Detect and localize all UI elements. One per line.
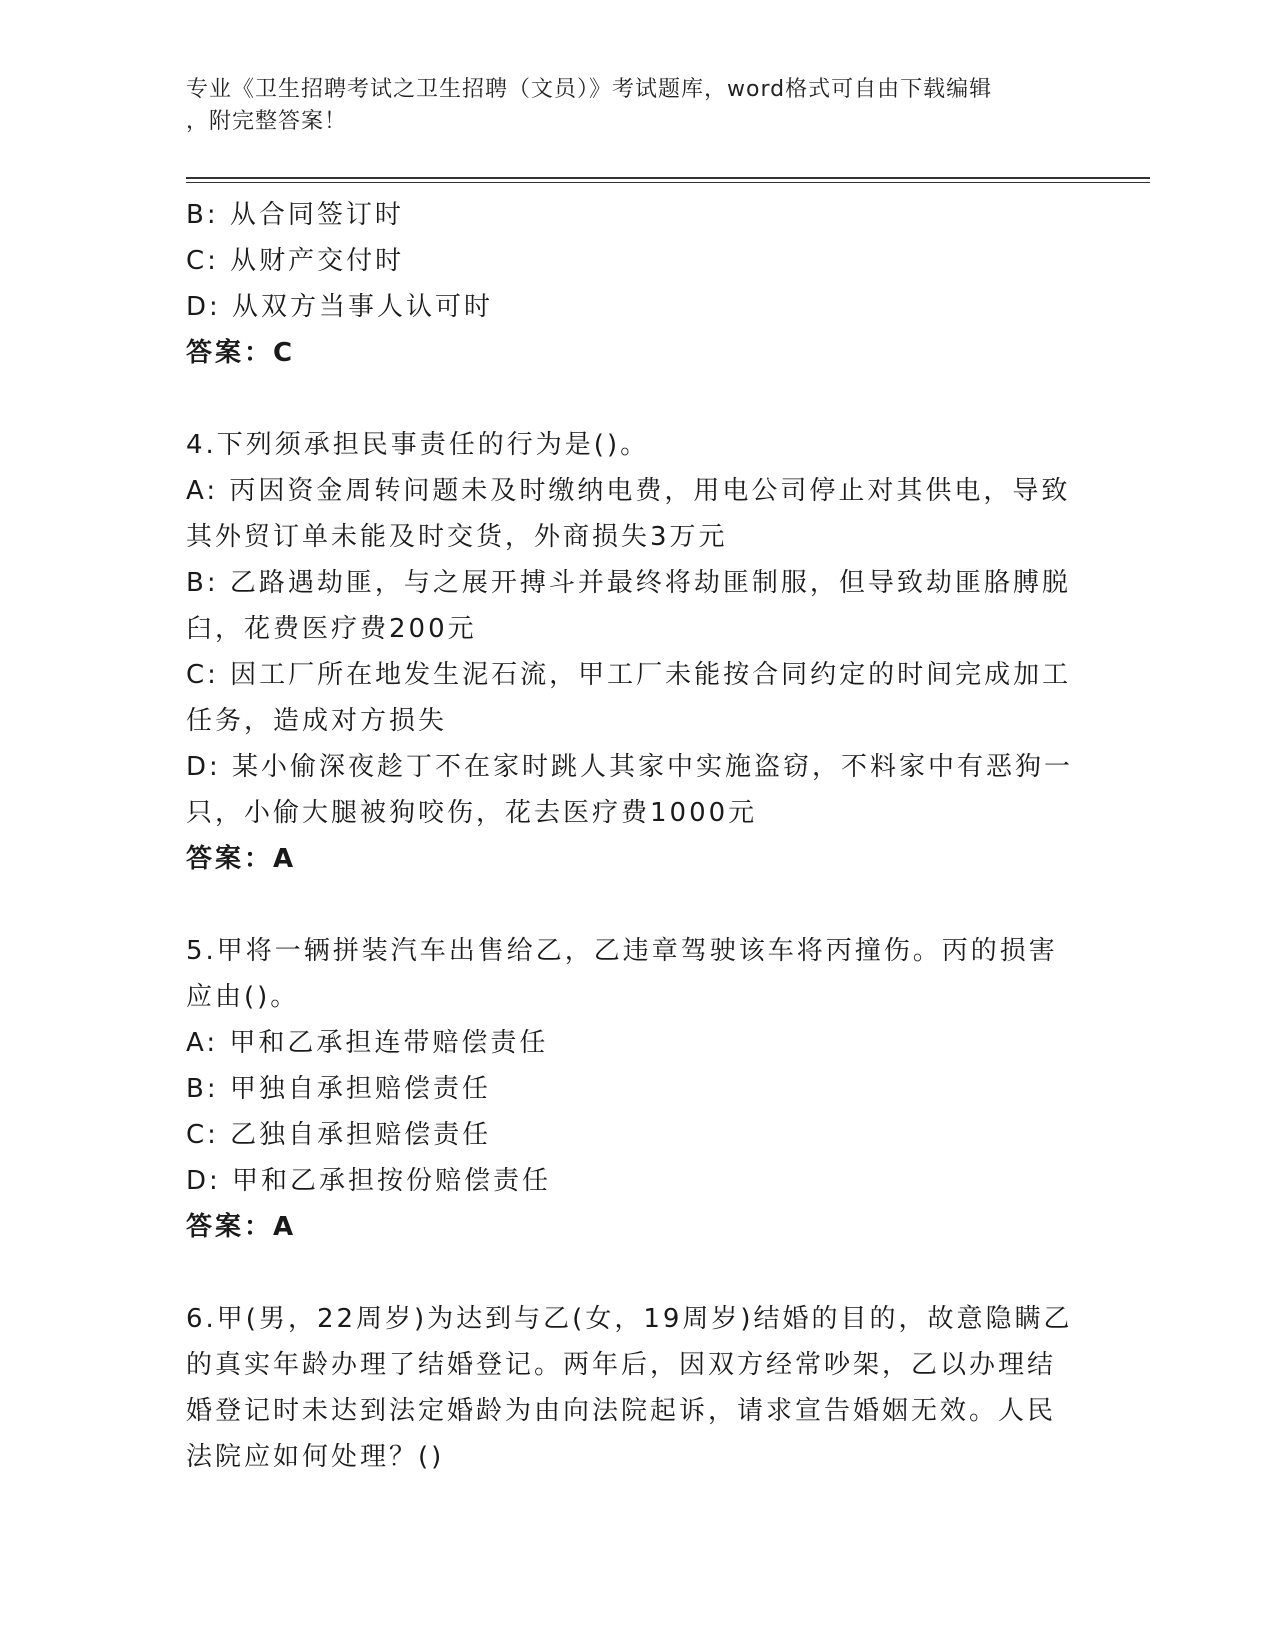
page-header [186, 74, 1066, 138]
q3-answer: 答案：C [186, 338, 296, 368]
q6-stem-line4: 法院应如何处理？() [186, 1442, 445, 1472]
q4-option-c-line2: 任务，造成对方损失 [186, 706, 448, 736]
q4-option-a-line2: 其外贸订单未能及时交货，外商损失3万元 [186, 522, 728, 552]
q3-option-d: D: 从双方当事人认可时 [186, 292, 494, 322]
q4-option-d-line2: 只，小偷大腿被狗咬伤，花去医疗费1000元 [186, 798, 758, 828]
spacer [186, 1250, 1066, 1296]
q6-stem-line2: 的真实年龄办理了结婚登记。两年后，因双方经常吵架，乙以办理结 [186, 1350, 1057, 1380]
spacer [186, 882, 1066, 928]
q5-option-b: B: 甲独自承担赔偿责任 [186, 1074, 491, 1104]
q4-stem: 4.下列须承担民事责任的行为是()。 [186, 430, 650, 460]
q4-option-b-line2: 臼，花费医疗费200元 [186, 614, 477, 644]
q5-option-a: A: 甲和乙承担连带赔偿责任 [186, 1028, 549, 1058]
spacer [186, 376, 1066, 422]
header-divider-thin [186, 182, 1150, 183]
q3-option-c: C: 从财产交付时 [186, 246, 405, 276]
header-line-2: ，附完整答案！ [186, 109, 348, 134]
header-line-1: 专业《卫生招聘考试之卫生招聘（文员）》考试题库，word格式可自由下载编辑 [186, 77, 993, 102]
q4-option-d-line1: D: 某小偷深夜趁丁不在家时跳人其家中实施盗窃，不料家中有恶狗一 [186, 752, 1074, 782]
q4-option-b-line1: B: 乙路遇劫匪，与之展开搏斗并最终将劫匪制服，但导致劫匪胳膊脱 [186, 568, 1071, 598]
q5-option-c: C: 乙独自承担赔偿责任 [186, 1120, 492, 1150]
question-content [186, 192, 1074, 1480]
q5-option-d: D: 甲和乙承担按份赔偿责任 [186, 1166, 552, 1196]
q4-option-c-line1: C: 因工厂所在地发生泥石流，甲工厂未能按合同约定的时间完成加工 [186, 660, 1072, 690]
q6-stem-line1: 6.甲(男，22周岁)为达到与乙(女，19周岁)结婚的目的，故意隐瞒乙 [186, 1304, 1073, 1334]
q5-stem-line1: 5.甲将一辆拼装汽车出售给乙，乙违章驾驶该车将丙撞伤。丙的损害 [186, 936, 1058, 966]
q6-stem-line3: 婚登记时未达到法定婚龄为由向法院起诉，请求宣告婚姻无效。人民 [186, 1396, 1057, 1426]
q4-option-a-line1: A: 丙因资金周转问题未及时缴纳电费，用电公司停止对其供电，导致 [186, 476, 1071, 506]
q3-option-b: B: 从合同签订时 [186, 200, 404, 230]
q5-stem-line2: 应由()。 [186, 982, 300, 1012]
header-divider [186, 177, 1150, 179]
q5-answer: 答案：A [186, 1212, 297, 1242]
q4-answer: 答案：A [186, 844, 297, 874]
